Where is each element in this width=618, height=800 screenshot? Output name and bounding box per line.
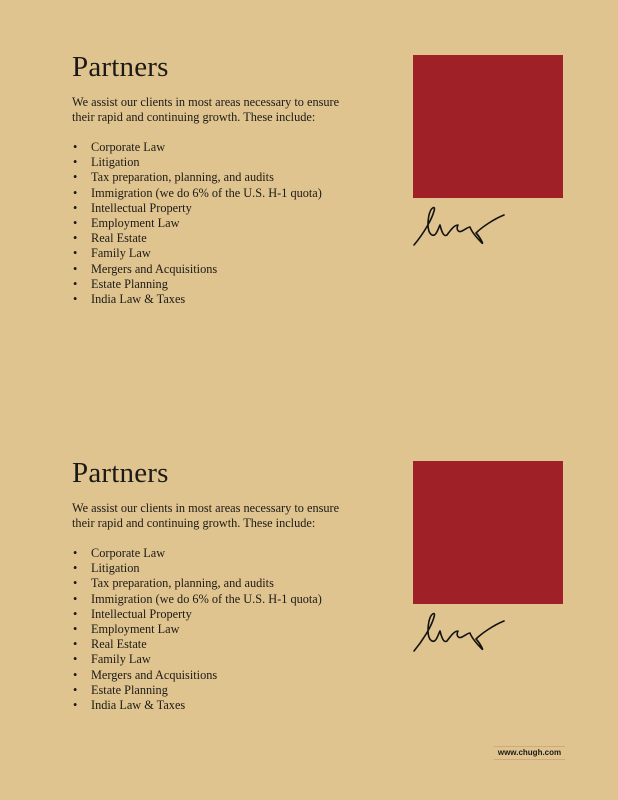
bullet-icon: • <box>73 546 78 560</box>
list-item-label: Intellectual Property <box>91 200 192 215</box>
partners-section <box>0 0 618 380</box>
list-item <box>72 622 322 637</box>
section-title: Partners <box>72 457 169 489</box>
bullet-icon: • <box>73 185 78 200</box>
list-item <box>72 637 322 652</box>
footer-website-link[interactable]: www.chugh.com <box>494 746 565 760</box>
list-item-label: Intellectual Property <box>91 606 192 621</box>
intro-paragraph: We assist our clients in most areas necessary to ensure their rapid and continuing growth. These include: <box>72 95 340 125</box>
partners-section <box>0 406 618 786</box>
practice-areas-list <box>72 546 322 713</box>
list-item-label: Corporate Law <box>91 546 166 560</box>
list-item <box>72 546 322 561</box>
list-item <box>72 186 322 201</box>
signature-image <box>410 203 510 249</box>
list-item-label: Mergers and Acquisitions <box>91 667 218 682</box>
list-item <box>72 231 322 246</box>
list-item <box>72 561 322 576</box>
list-item-label: Immigration (we do 6% of the U.S. H-1 quota) <box>91 185 322 200</box>
list-item <box>72 155 322 170</box>
bullet-icon: • <box>73 576 78 591</box>
bullet-icon: • <box>73 667 78 682</box>
list-item-label: Family Law <box>91 652 151 667</box>
bullet-icon: • <box>73 261 78 276</box>
intro-paragraph: We assist our clients in most areas necessary to ensure their rapid and continuing growth. These include: <box>72 501 340 531</box>
bullet-icon: • <box>73 637 78 652</box>
list-item-label: India Law & Taxes <box>91 292 186 307</box>
list-item <box>72 592 322 607</box>
section-title: Partners <box>72 51 169 83</box>
list-item-label: Immigration (we do 6% of the U.S. H-1 quota) <box>91 591 322 606</box>
list-item-label: India Law & Taxes <box>91 698 186 713</box>
bullet-icon: • <box>73 682 78 697</box>
list-item <box>72 652 322 667</box>
bullet-icon: • <box>73 140 78 154</box>
bullet-icon: • <box>73 276 78 291</box>
list-item <box>72 201 322 216</box>
list-item-label: Corporate Law <box>91 140 166 154</box>
list-item-label: Real Estate <box>91 231 147 246</box>
bullet-icon: • <box>73 292 78 307</box>
bullet-icon: • <box>73 231 78 246</box>
bullet-icon: • <box>73 561 78 576</box>
bullet-icon: • <box>73 155 78 170</box>
list-item-label: Litigation <box>91 155 140 170</box>
list-item <box>72 668 322 683</box>
list-item-label: Mergers and Acquisitions <box>91 261 218 276</box>
list-item-label: Real Estate <box>91 637 147 652</box>
red-accent-square <box>413 55 563 198</box>
list-item-label: Litigation <box>91 561 140 576</box>
bullet-icon: • <box>73 200 78 215</box>
practice-areas-list <box>72 140 322 307</box>
list-item <box>72 698 322 713</box>
list-item-label: Employment Law <box>91 216 180 231</box>
list-item-label: Tax preparation, planning, and audits <box>91 576 274 591</box>
list-item <box>72 246 322 261</box>
bullet-icon: • <box>73 216 78 231</box>
red-accent-square <box>413 461 563 604</box>
list-item <box>72 216 322 231</box>
bullet-icon: • <box>73 652 78 667</box>
list-item-label: Estate Planning <box>91 682 168 697</box>
bullet-icon: • <box>73 246 78 261</box>
bullet-icon: • <box>73 591 78 606</box>
list-item <box>72 292 322 307</box>
list-item <box>72 683 322 698</box>
signature-image <box>410 609 510 655</box>
list-item <box>72 140 322 155</box>
bullet-icon: • <box>73 622 78 637</box>
list-item <box>72 277 322 292</box>
list-item-label: Tax preparation, planning, and audits <box>91 170 274 185</box>
bullet-icon: • <box>73 170 78 185</box>
bullet-icon: • <box>73 606 78 621</box>
list-item <box>72 262 322 277</box>
list-item <box>72 170 322 185</box>
list-item-label: Employment Law <box>91 622 180 637</box>
list-item <box>72 576 322 591</box>
list-item <box>72 607 322 622</box>
list-item-label: Estate Planning <box>91 276 168 291</box>
list-item-label: Family Law <box>91 246 151 261</box>
bullet-icon: • <box>73 698 78 713</box>
